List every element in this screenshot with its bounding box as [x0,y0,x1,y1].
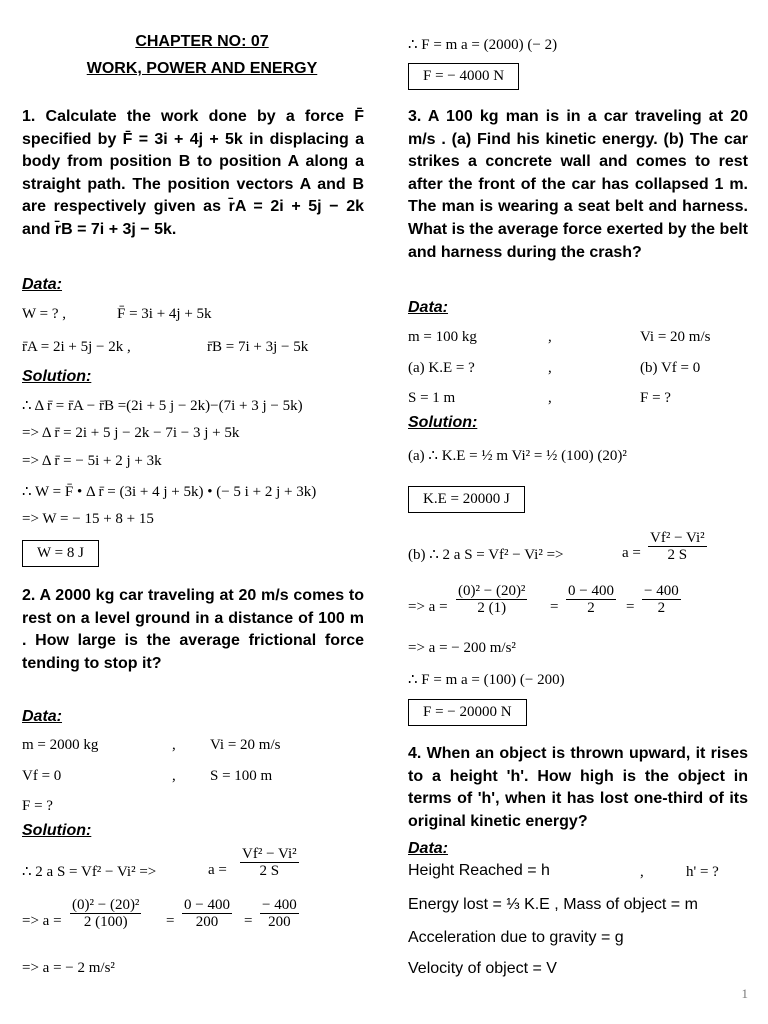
question-4-text: 4. When an object is thrown upward, it rises to a height 'h'. How high is the object in terms of 'h', when it has lost one-third of its original kinetic energy? [408,745,748,830]
chapter-title: CHAPTER NO: 07 [135,33,269,50]
q1-solution-line: => W = − 15 + 8 + 15 [22,511,154,527]
q1-solution-line: => Δ r̄ = − 5i + 2 j + 3k [22,453,162,469]
q2-eq-2-fraction: $\frac{- 400}{200}$ [262,897,297,930]
q3-eq-b2: => a = [408,599,448,615]
q3-data-f: F = ? [640,390,671,406]
q1-solution-line: => Δ r̄ = 2i + 5 j − 2k − 7i − 3 j + 5k [22,425,240,441]
q2-eq-1: ∴ 2 a S = Vf² − Vi² => [22,864,157,880]
q2-data-sep: , [172,737,176,753]
q1-solution-heading: Solution: [22,368,92,385]
question-3-text: 3. A 100 kg man is in a car traveling at 20 m/s . (a) Find his kinetic energy. (b) The car strikes a concrete wall and comes to rest after the front of the car has collapsed 1 m. The man is wearing a seat belt and harness. What is the average force exerted by the belt and harness during the crash? [408,108,748,261]
q1-solution-line: ∴ W = F̄ • Δ r̄ = (3i + 4 j + 5k) • (− 5 i + 2 j + 3k) [22,484,317,500]
q2-data-vf: Vf = 0 [22,768,62,784]
q2-eq-2-fraction: $\frac{0 - 400}{200}$ [184,897,230,930]
q2-eq-4: ∴ F = m a = (2000) (− 2) [408,37,558,53]
q2-data-vi: Vi = 20 m/s [210,737,281,753]
q3-ke-answer-box: K.E = 20000 J [408,486,525,513]
question-1-text: 1. Calculate the work done by a force F̄ specified by F̄ = 3i + 4j + 5k in displacing a body from position B to position A along a straight path. The position vectors A and B are respectively given as r̄A = 2i + 5j − 2k and r̄B = 7i + 3j − 5k. [22,108,364,238]
q3-eq-b2-fraction: $\frac{\text{(0)² − (20)²}}{2 (1)}$ [458,583,526,616]
q3-eq-b1-fraction: $\frac{\text{Vf² − Vi²}}{2 S}$ [650,530,705,563]
q2-data-sep: , [172,768,176,784]
equals-sign: = [626,599,635,615]
q2-eq-1-a: a = [208,862,227,878]
q4-data-sep: , [640,864,644,880]
q3-eq-b2-fraction: $\frac{- 400}{2}$ [644,583,679,616]
question-2-text: 2. A 2000 kg car traveling at 20 m/s comes to rest on a level ground in a distance of 100 m . How large is the average frictional force tending to stop it? [22,587,364,672]
q2-eq-3: => a = − 2 m/s² [22,960,115,976]
q3-data-heading: Data: [408,299,449,316]
q3-data-vi: Vi = 20 m/s [640,329,711,345]
q3-data-sep: , [548,390,552,406]
q1-data-ra: r̄A = 2i + 5j − 2k , [22,339,131,355]
q3-data-sep: , [548,329,552,345]
q2-data-heading: Data: [22,708,63,725]
q3-solution-heading: Solution: [408,414,478,431]
q4-data-heading: Data: [408,840,449,857]
q1-answer-box: W = 8 J [22,540,99,567]
q1-data-w: W = ? , [22,306,67,322]
q3-data-m: m = 100 kg [408,329,477,345]
q2-data-f: F = ? [22,798,53,814]
q1-data-rb: r̄B = 7i + 3j − 5k [207,339,309,355]
equals-sign: = [166,913,175,929]
q2-eq-2-fraction: $\frac{\text{(0)² − (20)²}}{2 (100)}$ [72,897,140,930]
q2-solution-heading: Solution: [22,822,92,839]
q4-data-height: Height Reached = h [408,862,550,879]
q1-data-force: F̄ = 3i + 4j + 5k [117,306,212,322]
q2-data-m: m = 2000 kg [22,737,99,753]
q1-data-heading: Data: [22,276,63,293]
q3-eq-b1: (b) ∴ 2 a S = Vf² − Vi² => [408,547,564,563]
q1-solution-line: ∴ Δ r̄ = r̄A − r̄B =(2i + 5 j − 2k)−(7i + 3 j − 5k) [22,398,303,414]
q2-eq-1-fraction: $\frac{\text{Vf² − Vi²}}{2 S}$ [242,846,297,879]
q3-data-s: S = 1 m [408,390,456,406]
equals-sign: = [550,599,559,615]
equals-sign: = [244,913,253,929]
q2-data-s: S = 100 m [210,768,273,784]
chapter-subtitle: WORK, POWER AND ENERGY [86,60,318,77]
q3-eq-b3: => a = − 200 m/s² [408,640,516,656]
q2-eq-2: => a = [22,913,62,929]
q3-eq-b4: ∴ F = m a = (100) (− 200) [408,672,565,688]
q3-data-vf: (b) Vf = 0 [640,360,701,376]
q2-answer-box: F = − 4000 N [408,63,519,90]
q4-data-h-prime: h' = ? [686,864,719,880]
q3-eq-b1-a: a = [622,545,641,561]
page-number: 1 [741,986,748,1001]
q3-eq-ke: (a) ∴ K.E = ½ m Vi² = ½ (100) (20)² [408,448,627,464]
q4-data-energy-lost: Energy lost = ⅓ K.E , Mass of object = m [408,896,698,913]
q3-data-sep: , [548,360,552,376]
q4-data-gravity: Acceleration due to gravity = g [408,929,624,946]
q3-data-ke: (a) K.E = ? [408,360,475,376]
q3-eq-b2-fraction: $\frac{0 - 400}{2}$ [568,583,614,616]
q3-answer-box: F = − 20000 N [408,699,527,726]
q4-data-velocity: Velocity of object = V [408,960,557,977]
